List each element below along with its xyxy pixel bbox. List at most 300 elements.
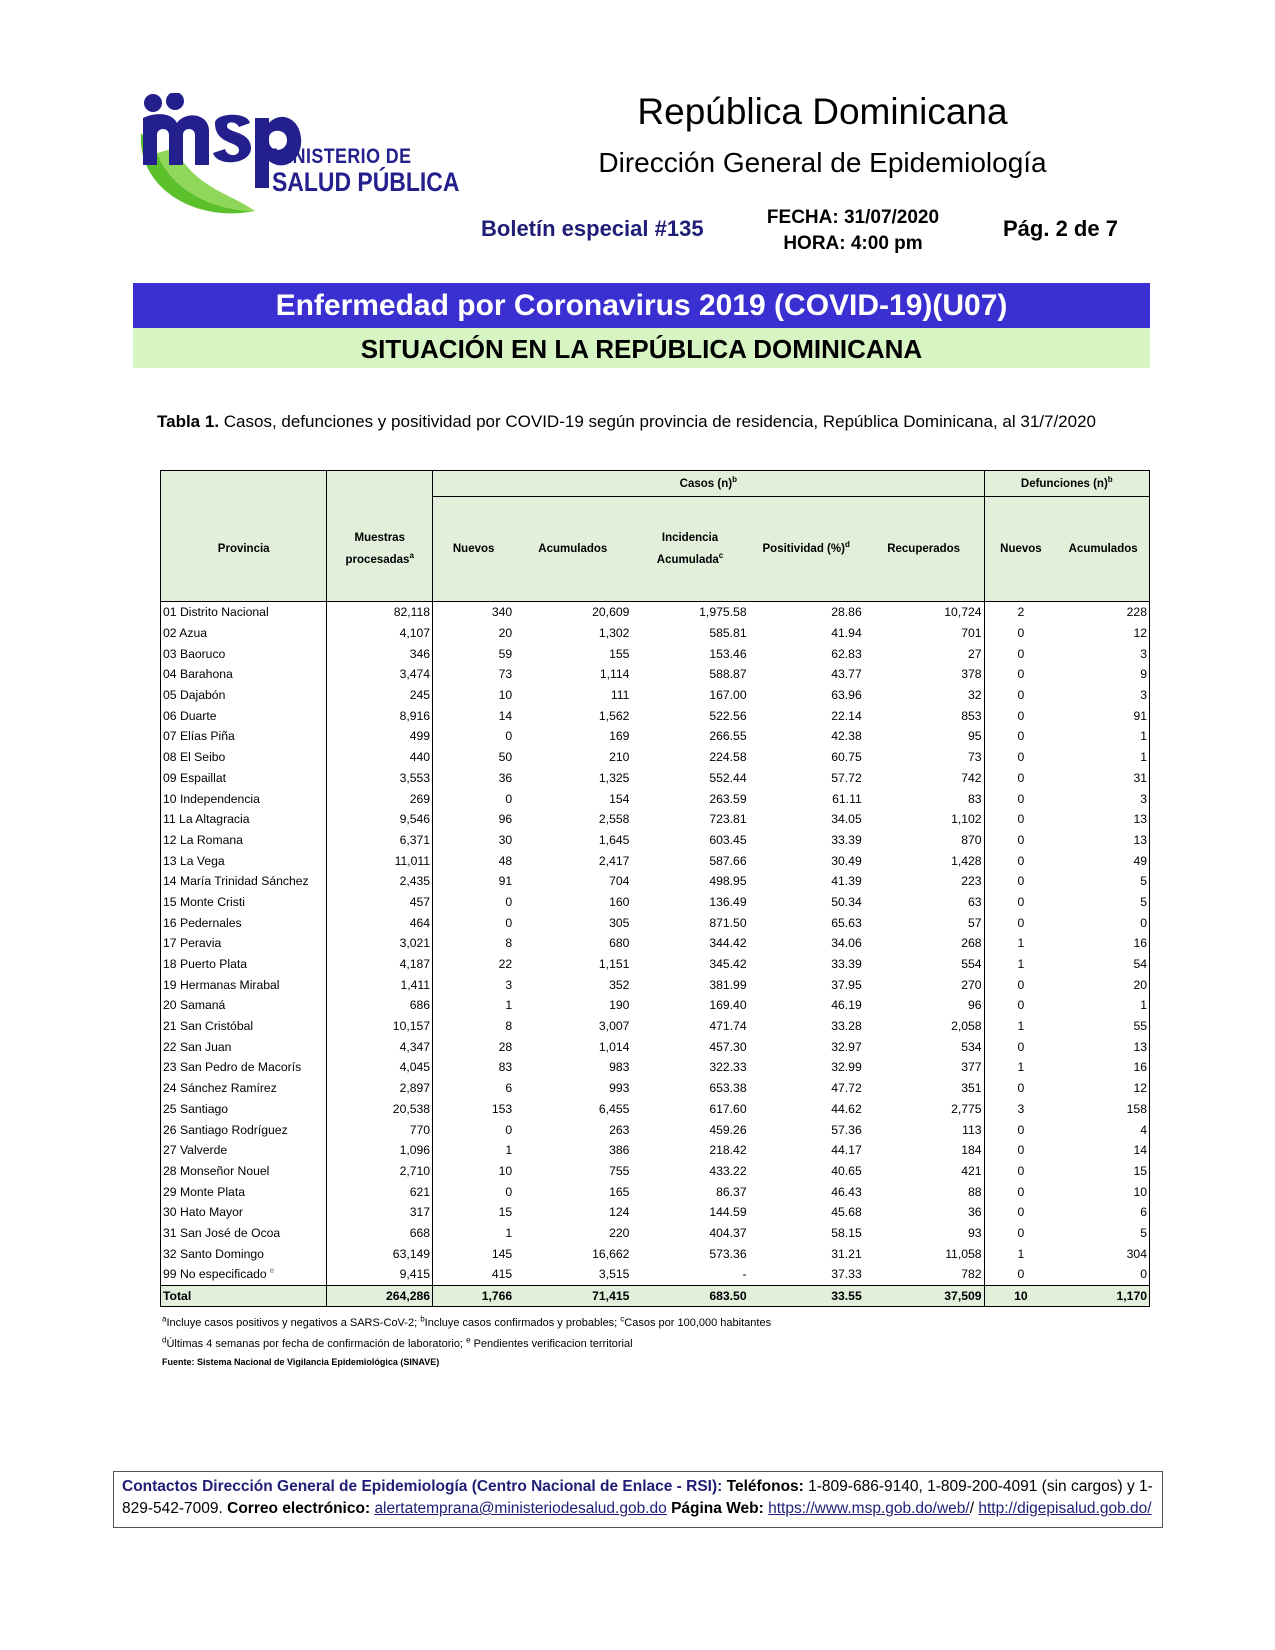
cell-nuevos: 0 [505,915,513,930]
cell-recuperados: 270 [864,974,984,995]
cell-provincia: 06 Duarte [161,705,327,726]
cell-def-acumulados: 12 [1057,1078,1149,1099]
cell-acumulados: 1,302 [598,626,630,641]
cell-provincia: 32 Santo Domingo [161,1243,327,1264]
web-link-2[interactable]: http://digepisalud.gob.do/ [978,1500,1152,1517]
cell-recuperados: 37,509 [864,1285,984,1307]
cell-recuperados: 853 [864,705,984,726]
cell-acumulados: 16,662 [592,1246,630,1261]
cell-def-nuevos: 0 [1017,1267,1025,1282]
cell-muestras: 4,107 [327,623,433,644]
cell-def-nuevos: 1 [1017,936,1025,951]
cell-positividad: 34.06 [831,936,862,951]
cell-def-acumulados: 13 [1057,1036,1149,1057]
cell-provincia: 02 Azua [161,623,327,644]
cell-provincia: 08 El Seibo [161,747,327,768]
cell-def-nuevos: 0 [1017,1081,1025,1096]
cell-muestras: 10,157 [327,1016,433,1037]
table-row [161,747,1150,768]
cell-recuperados: 73 [864,747,984,768]
cell-def-acumulados: 13 [1057,830,1149,851]
cell-positividad: 42.38 [831,729,862,744]
table-row [161,1161,1150,1182]
notes-line-1: $^a$Incluye casos positivos y negativos a SARS-CoV-2; $^b$Incluye casos confirmados y probables; $^c$Casos por 100,000 habitantes [162,1314,772,1329]
cell-acumulados: 124 [609,1205,630,1220]
header-muestras: Muestras procesadas$^a$ [327,497,433,602]
cell-muestras: 4,187 [327,954,433,975]
cell-acumulados: 983 [609,1060,630,1075]
cell-muestras: 464 [327,912,433,933]
cell-positividad: 41.94 [831,626,862,641]
cell-provincia: 24 Sánchez Ramírez [161,1078,327,1099]
cell-incidencia: 381.99 [709,977,747,992]
header-muestras-top [327,471,433,497]
cell-nuevos: 6 [505,1081,513,1096]
cell-muestras: 8,916 [327,705,433,726]
table-row [161,1099,1150,1120]
cell-incidencia: 522.56 [709,708,747,723]
table-row [161,643,1150,664]
cell-acumulados: 305 [609,915,630,930]
cell-def-nuevos: 0 [1017,1143,1025,1158]
cell-def-nuevos: 0 [1017,729,1025,744]
cell-acumulados: 1,325 [598,770,630,785]
cell-positividad: 46.43 [831,1184,862,1199]
cell-acumulados: 111 [610,688,630,703]
cell-nuevos: 340 [491,605,513,620]
cell-incidencia: 552.44 [709,770,747,785]
cell-acumulados: 71,415 [514,1285,631,1307]
cell-positividad: 50.34 [831,894,862,909]
cell-provincia: 25 Santiago [161,1099,327,1120]
cell-acumulados: 155 [609,646,630,661]
cell-acumulados: 352 [609,977,630,992]
cell-nuevos: 8 [505,936,513,951]
cell-def-acumulados: 304 [1057,1243,1149,1264]
cell-recuperados: 88 [864,1181,984,1202]
cell-incidencia: 167.00 [709,688,747,703]
cell-nuevos: 0 [505,1122,513,1137]
table-row [161,1223,1150,1244]
total-row [161,1285,1150,1307]
cell-provincia: 15 Monte Cristi [161,892,327,913]
cell-incidencia: 144.59 [709,1205,747,1220]
cell-recuperados: 32 [864,685,984,706]
cell-def-acumulados: 3 [1057,788,1149,809]
cell-provincia: 05 Dajabón [161,685,327,706]
cell-acumulados: 1,151 [598,957,630,972]
cell-def-acumulados: 0 [1057,912,1149,933]
cell-acumulados: 1,014 [598,1039,630,1054]
table-row [161,850,1150,871]
department-title: Dirección General de Epidemiología [598,147,1047,178]
cell-incidencia: 617.60 [709,1101,747,1116]
cell-recuperados: 701 [864,623,984,644]
header-casos-group: Casos $(n)^b$ [433,471,984,497]
header-incidencia: Incidencia Acumulada$^c$ [631,497,748,602]
cell-nuevos: 10 [498,1163,513,1178]
cell-nuevos: 20 [498,626,513,641]
table-row [161,768,1150,789]
cell-muestras: 1,411 [327,974,433,995]
table-row [161,1057,1150,1078]
cell-positividad: 33.55 [749,1285,864,1307]
cell-def-nuevos: 0 [1017,1122,1025,1137]
cell-provincia: 99 No especificado $^e$ [161,1264,327,1285]
cell-muestras: 317 [327,1202,433,1223]
caption-label: Tabla 1. [157,412,220,431]
cell-provincia: 18 Puerto Plata [161,954,327,975]
cell-incidencia: 266.55 [709,729,747,744]
cell-positividad: 32.99 [831,1060,862,1075]
cell-nuevos: 14 [498,708,513,723]
cell-def-nuevos: 1 [1017,1246,1025,1261]
cell-positividad: 57.72 [831,770,862,785]
cell-provincia: 04 Barahona [161,664,327,685]
cell-provincia: 17 Peravia [161,933,327,954]
cell-provincia: 19 Hermanas Mirabal [161,974,327,995]
cell-muestras: 82,118 [327,602,433,623]
table-row [161,933,1150,954]
cell-def-nuevos: 0 [1017,998,1025,1013]
cell-provincia: 22 San Juan [161,1036,327,1057]
cell-recuperados: 534 [864,1036,984,1057]
cell-muestras: 457 [327,892,433,913]
cell-def-nuevos: 0 [1017,894,1025,909]
cell-provincia: 11 La Altagracia [161,809,327,830]
table-row [161,974,1150,995]
cell-nuevos: 96 [498,812,513,827]
cell-muestras: 440 [327,747,433,768]
cell-provincia: 20 Samaná [161,995,327,1016]
cell-def-nuevos: 0 [1017,977,1025,992]
cell-def-nuevos: 0 [1017,915,1025,930]
cell-nuevos: 0 [505,729,513,744]
header-provincia: Provincia [161,497,327,602]
cell-incidencia: 587.66 [709,853,747,868]
cell-def-nuevos: 0 [1017,832,1025,847]
cell-def-nuevos: 0 [1017,1039,1025,1054]
table-row [161,830,1150,851]
cell-acumulados: 210 [609,750,630,765]
table-row [161,788,1150,809]
cell-def-nuevos: 0 [1017,791,1025,806]
cell-muestras: 4,347 [327,1036,433,1057]
cell-incidencia: 498.95 [709,874,747,889]
cell-positividad: 43.77 [831,667,862,682]
cell-acumulados: 1,645 [598,832,630,847]
cell-nuevos: 73 [498,667,513,682]
cell-def-nuevos: 0 [1017,1163,1025,1178]
cell-nuevos: 0 [505,894,513,909]
cell-recuperados: 268 [864,933,984,954]
cell-muestras: 3,021 [327,933,433,954]
cell-acumulados: 154 [609,791,630,806]
cell-acumulados: 3,515 [598,1267,630,1282]
cell-incidencia: 263.59 [709,791,747,806]
cell-incidencia: 322.33 [709,1060,747,1075]
cell-def-acumulados: 5 [1057,892,1149,913]
cell-recuperados: 2,775 [864,1099,984,1120]
covid-province-table [160,470,1150,1307]
cell-incidencia: 653.38 [709,1081,747,1096]
cell-positividad: 62.83 [831,646,862,661]
cell-acumulados: 20,609 [592,605,630,620]
cell-provincia: Total [161,1285,327,1307]
cell-nuevos: 3 [505,977,513,992]
cell-acumulados: 6,455 [598,1101,630,1116]
cell-positividad: 44.62 [831,1101,862,1116]
cell-acumulados: 3,007 [598,1019,630,1034]
cell-def-acumulados: 10 [1057,1181,1149,1202]
cell-acumulados: 220 [609,1225,630,1240]
cell-def-acumulados: 16 [1057,1057,1149,1078]
cell-muestras: 3,553 [327,768,433,789]
cell-positividad: 47.72 [831,1081,862,1096]
cell-def-acumulados: 1,170 [1057,1285,1149,1307]
web-link-1[interactable]: https://www.msp.gob.do/web/ [768,1500,970,1517]
country-title: República Dominicana [637,91,1008,132]
cell-provincia: 28 Monseñor Nouel [161,1161,327,1182]
cell-positividad: 63.96 [831,688,862,703]
cell-def-acumulados: 14 [1057,1140,1149,1161]
table-row [161,871,1150,892]
cell-incidencia: 588.87 [709,667,747,682]
cell-nuevos: 415 [491,1267,513,1282]
cell-def-nuevos: 0 [1017,1205,1025,1220]
table-row [161,954,1150,975]
table-body [161,602,1150,1307]
cell-def-nuevos: 0 [1017,1225,1025,1240]
cell-def-nuevos: 0 [1017,812,1025,827]
header-provincia-top [161,471,327,497]
cell-recuperados: 377 [864,1057,984,1078]
cell-nuevos: 1 [505,1143,513,1158]
cell-muestras: 264,286 [327,1285,433,1307]
cell-def-nuevos: 2 [1017,605,1025,620]
cell-def-acumulados: 5 [1057,1223,1149,1244]
cell-nuevos: 1,766 [433,1285,515,1307]
table-row [161,664,1150,685]
cell-recuperados: 870 [864,830,984,851]
table-notes [162,1313,771,1369]
cell-recuperados: 11,058 [864,1243,984,1264]
table-row [161,1202,1150,1223]
date-label: FECHA: 31/07/2020 [766,207,940,228]
email-link[interactable]: alertatemprana@ministeriodesalud.gob.do [374,1500,667,1517]
cell-positividad: 33.39 [831,832,862,847]
cell-positividad: 37.33 [831,1267,862,1282]
cell-recuperados: 10,724 [864,602,984,623]
cell-def-nuevos: 1 [1017,1019,1025,1034]
cell-def-acumulados: 55 [1057,1016,1149,1037]
cell-def-nuevos: 0 [1017,853,1025,868]
cell-nuevos: 0 [505,1184,513,1199]
table-row [161,809,1150,830]
cell-def-nuevos: 0 [1017,1184,1025,1199]
cell-nuevos: 145 [491,1246,513,1261]
cell-nuevos: 91 [498,874,513,889]
cell-def-acumulados: 15 [1057,1161,1149,1182]
cell-positividad: 41.39 [831,874,862,889]
cell-nuevos: 8 [505,1019,513,1034]
cell-def-acumulados: 91 [1057,705,1149,726]
cell-def-nuevos: 0 [1017,688,1025,703]
row-note-marker: e [269,1266,275,1276]
cell-acumulados: 1,114 [599,667,630,682]
cell-recuperados: 27 [864,643,984,664]
cell-acumulados: 2,558 [598,812,630,827]
table-row [161,602,1150,623]
cell-recuperados: 554 [864,954,984,975]
banner-subtitle: SITUACIÓN EN LA REPÚBLICA DOMINICANA [133,328,1150,368]
cell-muestras: 20,538 [327,1099,433,1120]
header-recuperados: Recuperados [864,497,984,602]
cell-provincia: 31 San José de Ocoa [161,1223,327,1244]
cell-nuevos: 1 [505,998,513,1013]
cell-incidencia: 433.22 [709,1163,747,1178]
header-def-nuevos: Nuevos [984,497,1057,602]
cell-muestras: 1,096 [327,1140,433,1161]
cell-nuevos: 1 [505,1225,513,1240]
cell-provincia: 21 San Cristóbal [161,1016,327,1037]
cell-nuevos: 36 [498,770,513,785]
cell-acumulados: 160 [609,894,630,909]
table-row [161,1181,1150,1202]
table-row [161,705,1150,726]
web-label: Página Web: [666,1500,769,1517]
cell-nuevos: 48 [498,853,513,868]
cell-recuperados: 782 [864,1264,984,1285]
cell-recuperados: 83 [864,788,984,809]
cell-muestras: 11,011 [327,850,433,871]
cell-def-acumulados: 13 [1057,809,1149,830]
cell-provincia: 07 Elías Piña [161,726,327,747]
cell-acumulados: 1,562 [598,708,630,723]
cell-provincia: 23 San Pedro de Macorís [161,1057,327,1078]
cell-positividad: 22.14 [831,708,862,723]
cell-muestras: 269 [327,788,433,809]
cell-muestras: 4,045 [327,1057,433,1078]
contacts-label: Contactos Dirección General de Epidemiología (Centro Nacional de Enlace - RSI): [122,1478,727,1495]
table-row [161,892,1150,913]
cell-muestras: 770 [327,1119,433,1140]
date-time-block [748,205,958,257]
cell-recuperados: 1,102 [864,809,984,830]
cell-muestras: 3,474 [327,664,433,685]
cell-positividad: 45.68 [831,1205,862,1220]
cell-def-nuevos: 0 [1017,667,1025,682]
table-row [161,1016,1150,1037]
cell-muestras: 621 [327,1181,433,1202]
cell-provincia: 13 La Vega [161,850,327,871]
cell-def-acumulados: 16 [1057,933,1149,954]
cell-provincia: 29 Monte Plata [161,1181,327,1202]
cell-recuperados: 351 [864,1078,984,1099]
cell-muestras: 346 [327,643,433,664]
cell-positividad: 65.63 [831,915,862,930]
cell-def-acumulados: 49 [1057,850,1149,871]
cell-incidencia: 345.42 [709,957,747,972]
table-row [161,1140,1150,1161]
cell-positividad: 46.19 [831,998,862,1013]
cell-incidencia: 153.46 [709,646,747,661]
cell-muestras: 63,149 [327,1243,433,1264]
bulletin-number: Boletín especial #135 [481,216,704,241]
cell-def-nuevos: 1 [1017,1060,1025,1075]
header-acumulados: Acumulados [514,497,631,602]
cell-provincia: 30 Hato Mayor [161,1202,327,1223]
phones: 1-809-686-9140, 1-809-200-4091 (sin cargos) y 1-829-542-7009. [122,1478,1153,1517]
table-row [161,726,1150,747]
cell-provincia: 14 María Trinidad Sánchez [161,871,327,892]
cell-nuevos: 153 [491,1101,513,1116]
cell-muestras: 9,415 [327,1264,433,1285]
cell-def-nuevos: 0 [1017,874,1025,889]
cell-def-acumulados: 9 [1057,664,1149,685]
cell-incidencia: 573.36 [709,1246,747,1261]
cell-muestras: 9,546 [327,809,433,830]
cell-def-nuevos: 0 [1017,750,1025,765]
header-nuevos: Nuevos [433,497,515,602]
cell-def-acumulados: 6 [1057,1202,1149,1223]
source-note: Fuente: Sistema Nacional de Vigilancia Epidemiológica (SINAVE) [162,1357,440,1367]
cell-def-acumulados: 1 [1057,995,1149,1016]
cell-muestras: 686 [327,995,433,1016]
cell-positividad: 31.21 [831,1246,862,1261]
cell-muestras: 2,897 [327,1078,433,1099]
cell-acumulados: 993 [609,1081,630,1096]
cell-acumulados: 2,417 [598,853,630,868]
cell-positividad: 37.95 [831,977,862,992]
contact-footer [113,1471,1163,1528]
cell-def-acumulados: 54 [1057,954,1149,975]
cell-nuevos: 30 [498,832,513,847]
cell-muestras: 499 [327,726,433,747]
cell-muestras: 668 [327,1223,433,1244]
cell-provincia: 27 Valverde [161,1140,327,1161]
logo-line-2: SALUD PÚBLICA [272,167,460,197]
cell-incidencia: 218.42 [709,1143,747,1158]
cell-acumulados: 190 [609,998,630,1013]
cell-positividad: 57.36 [831,1122,862,1137]
cell-recuperados: 93 [864,1223,984,1244]
cell-recuperados: 113 [864,1119,984,1140]
cell-def-nuevos: 10 [984,1285,1057,1307]
header-positividad: Positividad (%)$^d$ [749,497,864,602]
link-separator: / [969,1500,979,1517]
cell-nuevos: 50 [498,750,513,765]
cell-def-nuevos: 0 [1017,646,1025,661]
cell-def-nuevos: 0 [1017,626,1025,641]
cell-nuevos: 15 [498,1205,513,1220]
cell-positividad: 28.86 [831,605,862,620]
cell-acumulados: 755 [609,1163,630,1178]
cell-acumulados: 386 [609,1143,630,1158]
cell-recuperados: 2,058 [864,1016,984,1037]
cell-nuevos: 22 [498,957,513,972]
cell-def-acumulados: 158 [1057,1099,1149,1120]
cell-incidencia: 457.30 [709,1039,747,1054]
cell-nuevos: 10 [498,688,513,703]
table-row [161,1036,1150,1057]
cell-muestras: 2,435 [327,871,433,892]
cell-recuperados: 1,428 [864,850,984,871]
cell-positividad: 61.11 [832,791,862,806]
cell-incidencia: 585.81 [709,626,747,641]
header-defunciones-group: Defunciones $(n)^b$ [984,471,1149,497]
cell-incidencia: 404.37 [709,1225,747,1240]
